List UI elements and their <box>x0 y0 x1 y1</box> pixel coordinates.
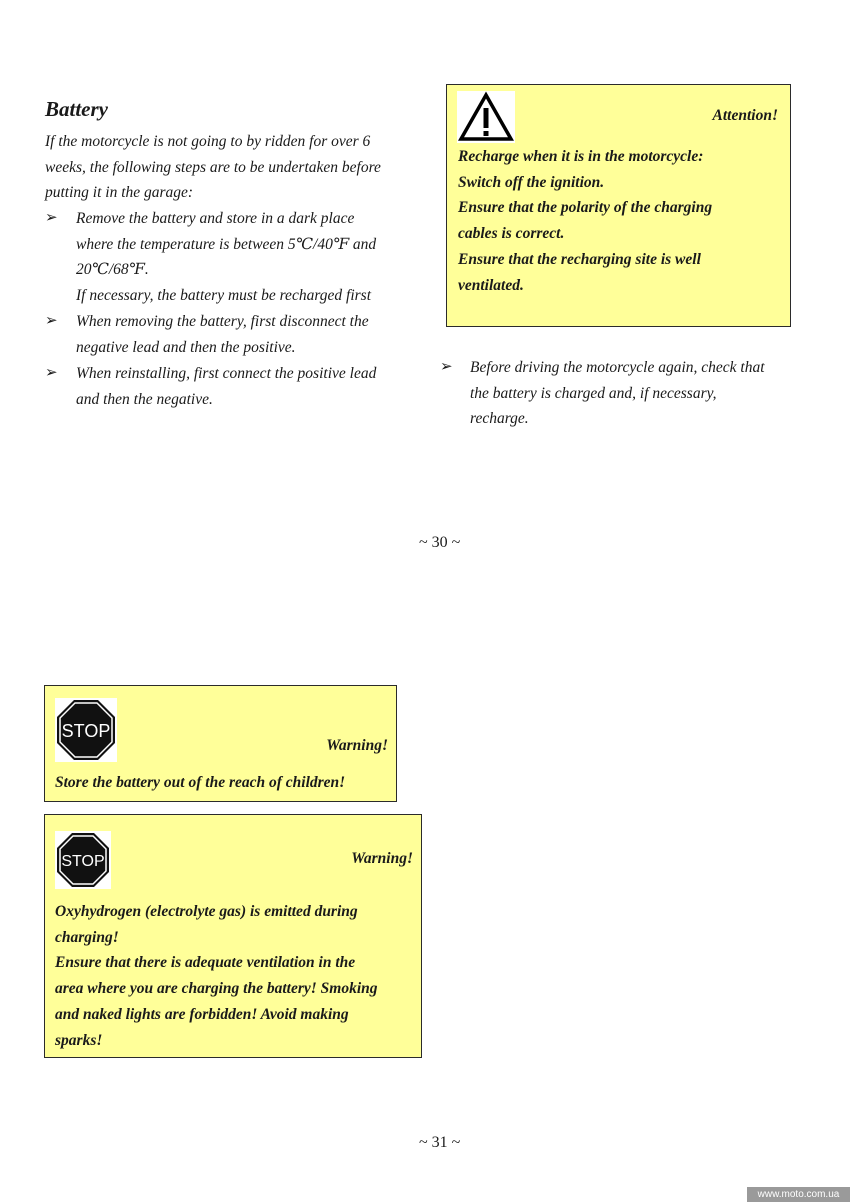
bullet-line: where the temperature is between 5℃/40℉ and <box>76 235 377 253</box>
section-heading: Battery <box>45 97 108 121</box>
attention-line: cables is correct. <box>458 225 565 243</box>
warning-title: Warning! <box>326 737 388 754</box>
attention-line: Ensure that the polarity of the charging <box>458 199 713 217</box>
warning-box <box>44 814 422 1058</box>
attention-line: ventilated. <box>458 276 524 294</box>
bullet-line: Remove the battery and store in a dark place <box>76 210 355 227</box>
attention-box <box>446 84 791 327</box>
intro-line: putting it in the garage: <box>45 184 194 202</box>
bullet-line: When reinstalling, first connect the positive lead <box>76 365 377 382</box>
intro-line: weeks, the following steps are to be undertaken before <box>45 158 381 176</box>
watermark: www.moto.com.ua <box>747 1187 850 1202</box>
bullet-line: and then the negative. <box>76 390 213 408</box>
bullet-arrow-icon: ➢ <box>440 359 453 375</box>
warning-line: area where you are charging the battery! Smoking <box>55 980 378 998</box>
page-number: ~ 30 ~ <box>419 534 461 551</box>
attention-line: Switch off the ignition. <box>458 173 605 191</box>
attention-line: Recharge when it is in the motorcycle: <box>458 148 704 165</box>
bullet-arrow-icon: ➢ <box>45 365 58 381</box>
warning-text <box>55 899 378 1053</box>
bullet-line: 20℃/68℉. <box>76 261 149 279</box>
warning-line: sparks! <box>55 1031 103 1049</box>
warning-title: Warning! <box>351 850 413 867</box>
warning-triangle-icon <box>457 91 515 143</box>
bullet-arrow-icon: ➢ <box>45 210 58 226</box>
bullet-line: negative lead and then the positive. <box>76 338 296 356</box>
stop-sign-icon <box>55 698 117 762</box>
warning-line: charging! <box>55 928 119 946</box>
bullet-line: Before driving the motorcycle again, check that <box>470 359 765 376</box>
bullet-arrow-icon: ➢ <box>45 313 58 329</box>
intro-line: If the motorcycle is not going to by ridden for over 6 <box>45 133 371 150</box>
stop-sign-text: STOP <box>61 721 111 741</box>
warning-line: Store the battery out of the reach of children! <box>55 774 346 791</box>
page-number: ~ 31 ~ <box>419 1134 461 1151</box>
warning-line: and naked lights are forbidden! Avoid making <box>55 1005 349 1023</box>
bullet-line: recharge. <box>470 410 529 428</box>
bullet-line: the battery is charged and, if necessary, <box>470 384 717 402</box>
warning-text <box>55 770 345 796</box>
attention-title: Attention! <box>712 107 778 124</box>
attention-text <box>458 144 712 298</box>
bullet-line: When removing the battery, first disconnect the <box>76 313 369 330</box>
intro-paragraph <box>45 129 381 206</box>
attention-line: Ensure that the recharging site is well <box>458 250 701 268</box>
bullet-line: If necessary, the battery must be recharged first <box>76 287 372 305</box>
stop-sign-icon <box>55 831 111 889</box>
stop-sign-text: STOP <box>61 853 105 870</box>
warning-line: Oxyhydrogen (electrolyte gas) is emitted during <box>55 903 358 920</box>
warning-box <box>44 685 397 802</box>
warning-line: Ensure that there is adequate ventilation in the <box>55 954 356 972</box>
